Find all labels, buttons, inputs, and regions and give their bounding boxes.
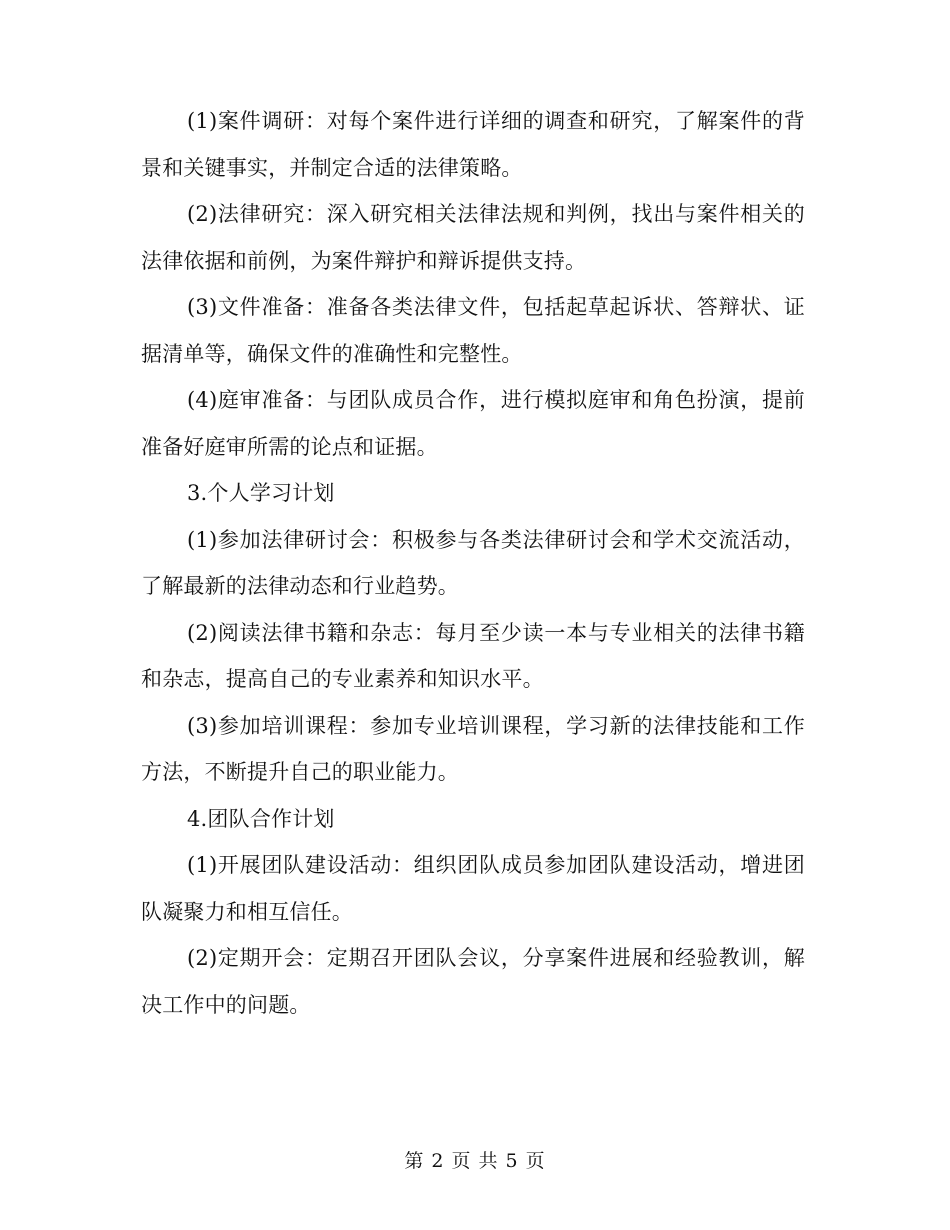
section-heading-personal-learning: 3.个人学习计划	[187, 481, 335, 505]
paragraph-document-preparation: (3)文件准备：准备各类法律文件，包括起草起诉状、答辩状、证据清单等，确保文件的准确性和完整性。	[141, 295, 805, 366]
paragraph-reading-books: (2)阅读法律书籍和杂志：每月至少读一本与专业相关的法律书籍和杂志，提高自己的专业素养和知识水平。	[141, 620, 805, 691]
section-heading-team-cooperation: 4.团队合作计划	[187, 806, 335, 831]
paragraph-legal-research: (2)法律研究：深入研究相关法律法规和判例，找出与案件相关的法律依据和前例，为案件辩护和辩诉提供支持。	[141, 202, 805, 273]
paragraph-trial-preparation: (4)庭审准备：与团队成员合作，进行模拟庭审和角色扮演，提前准备好庭审所需的论点和证据。	[141, 388, 805, 459]
page-number-footer: 第 2 页 共 5 页	[404, 1150, 546, 1172]
paragraph-case-research: (1)案件调研：对每个案件进行详细的调查和研究，了解案件的背景和关键事实，并制定合适的法律策略。	[141, 109, 805, 180]
paragraph-team-building: (1)开展团队建设活动：组织团队成员参加团队建设活动，增进团队凝聚力和相互信任。	[141, 853, 805, 924]
paragraph-regular-meetings: (2)定期开会：定期召开团队会议，分享案件进展和经验教训，解决工作中的问题。	[141, 946, 805, 1017]
paragraph-legal-seminars: (1)参加法律研讨会：积极参与各类法律研讨会和学术交流活动，了解最新的法律动态和行业趋势。	[141, 527, 805, 598]
document-body	[141, 98, 805, 1028]
paragraph-training-courses: (3)参加培训课程：参加专业培训课程，学习新的法律技能和工作方法，不断提升自己的职业能力。	[141, 713, 805, 784]
